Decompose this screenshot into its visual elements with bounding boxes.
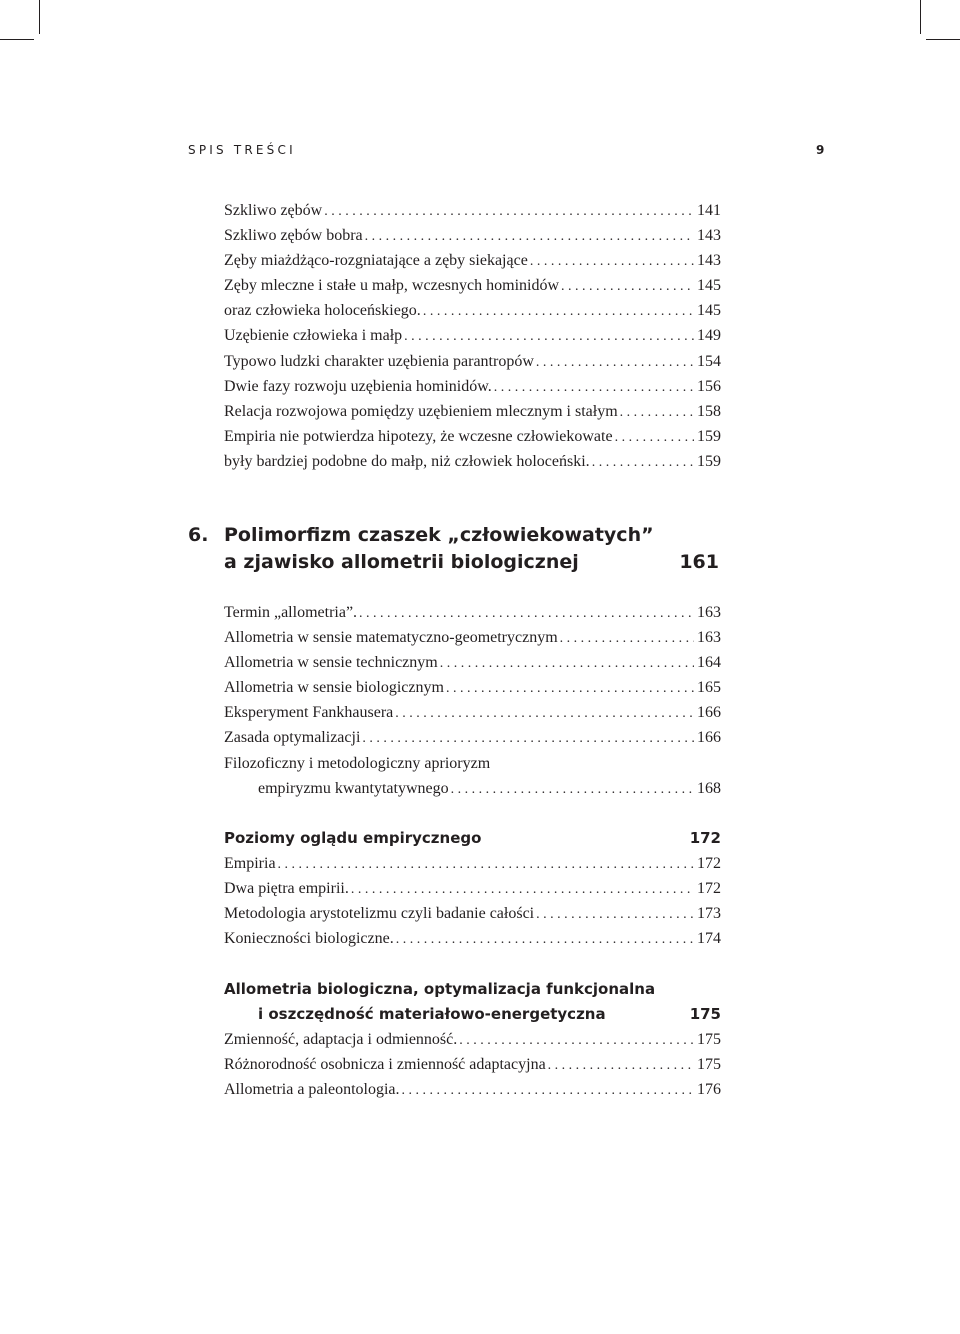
toc-entry[interactable]: Allometria w sensie matematyczno-geometrycznym . . . 163 — [224, 625, 721, 650]
toc-list-top — [224, 198, 721, 474]
toc-list-mid — [224, 600, 721, 801]
toc-entry[interactable]: Zęby mleczne i stałe u małp, wczesnych hominidów . . . 145 — [224, 273, 721, 298]
leader-dots — [395, 701, 694, 726]
leader-dots — [362, 726, 694, 751]
leader-dots — [365, 224, 694, 249]
toc-entry[interactable]: Allometria w sensie biologicznym . . . 165 — [224, 675, 721, 700]
leader-dots — [446, 676, 694, 701]
chapter-number: 6. — [188, 524, 209, 546]
leader-dots — [560, 626, 694, 651]
running-head: SPIS TREŚCI — [188, 143, 296, 157]
toc-entry[interactable]: Metodologia arystotelizmu czyli badanie całości . . . 173 — [224, 901, 721, 926]
leader-dots — [536, 902, 694, 927]
leader-dots — [459, 1028, 694, 1053]
leader-dots — [404, 324, 694, 349]
crop-mark — [0, 39, 34, 40]
chapter-title-line2: a zjawisko allometrii biologicznej — [224, 551, 579, 573]
crop-mark — [39, 0, 40, 34]
leader-dots — [615, 425, 694, 450]
leader-dots — [423, 299, 694, 324]
toc-entry[interactable]: Dwie fazy rozwoju uzębienia hominidów. . . . 156 — [224, 374, 721, 399]
toc-list-allometria — [224, 977, 721, 1102]
leader-dots — [536, 350, 694, 375]
leader-dots — [396, 927, 694, 952]
crop-mark — [920, 0, 921, 34]
toc-entry[interactable]: Filozoficzny i metodologiczny aprioryzm — [224, 754, 491, 772]
toc-entry[interactable]: oraz człowieka holoceńskiego. . . . 145 — [224, 298, 721, 323]
toc-entry[interactable]: Szkliwo zębów bobra . . . 143 — [224, 223, 721, 248]
toc-entry[interactable]: Eksperyment Fankhausera . . . 166 — [224, 700, 721, 725]
leader-dots — [278, 852, 694, 877]
leader-dots — [494, 375, 694, 400]
toc-entry[interactable]: były bardziej podobne do małp, niż człowiek holoceński. . . . 159 — [224, 449, 721, 474]
leader-dots — [592, 450, 694, 475]
section-heading[interactable]: Allometria biologiczna, optymalizacja funkcjonalna — [224, 980, 656, 998]
toc-list-poziomy — [224, 826, 721, 951]
leader-dots — [359, 601, 694, 626]
toc-entry[interactable]: Termin „allometria”. . . . 163 — [224, 600, 721, 625]
leader-dots — [451, 777, 694, 802]
toc-entry[interactable]: Różnorodność osobnicza i zmienność adaptacyjna . . . 175 — [224, 1052, 721, 1077]
toc-entry[interactable]: Konieczności biologiczne. . . . 174 — [224, 926, 721, 951]
toc-entry[interactable]: Uzębienie człowieka i małp . . . 149 — [224, 323, 721, 348]
leader-dots — [530, 249, 694, 274]
section-heading[interactable]: i oszczędność materiałowo-energetyczna 175 — [258, 1005, 721, 1024]
toc-entry[interactable]: Typowo ludzki charakter uzębienia parantropów . . . 154 — [224, 349, 721, 374]
toc-entry[interactable]: empiryzmu kwantytatywnego . . . 168 — [224, 776, 721, 801]
toc-entry[interactable]: Zęby miażdżąco-rozgniatające a zęby siekające . . . 143 — [224, 248, 721, 273]
toc-entry[interactable]: Empiria nie potwierdza hipotezy, że wczesne człowiekowate . . . 159 — [224, 424, 721, 449]
toc-entry[interactable]: Empiria . . . 172 — [224, 851, 721, 876]
toc-entry[interactable]: Relacja rozwojowa pomiędzy uzębieniem mlecznym i stałym . . . 158 — [224, 399, 721, 424]
leader-dots — [402, 1078, 695, 1103]
leader-dots — [620, 400, 694, 425]
toc-entry[interactable]: Dwa piętra empirii. . . . 172 — [224, 876, 721, 901]
leader-dots — [548, 1053, 694, 1078]
toc-entry[interactable]: Szkliwo zębów . . . 141 — [224, 198, 721, 223]
chapter-page: 161 — [679, 551, 719, 573]
toc-entry[interactable]: Zmienność, adaptacja i odmienność. . . . 175 — [224, 1027, 721, 1052]
page-number: 9 — [816, 143, 825, 157]
leader-dots — [561, 274, 694, 299]
toc-entry[interactable]: Zasada optymalizacji . . . 166 — [224, 725, 721, 750]
crop-mark — [926, 39, 960, 40]
leader-dots — [440, 651, 694, 676]
chapter-title-line1: Polimorfizm czaszek „człowiekowatych” — [224, 524, 654, 546]
section-heading[interactable]: Poziomy oglądu empirycznego 172 — [224, 829, 721, 847]
toc-entry[interactable]: Allometria w sensie technicznym . . . 164 — [224, 650, 721, 675]
leader-dots — [351, 877, 694, 902]
toc-entry[interactable]: Allometria a paleontologia. . . . 176 — [224, 1077, 721, 1102]
leader-dots — [324, 199, 694, 224]
